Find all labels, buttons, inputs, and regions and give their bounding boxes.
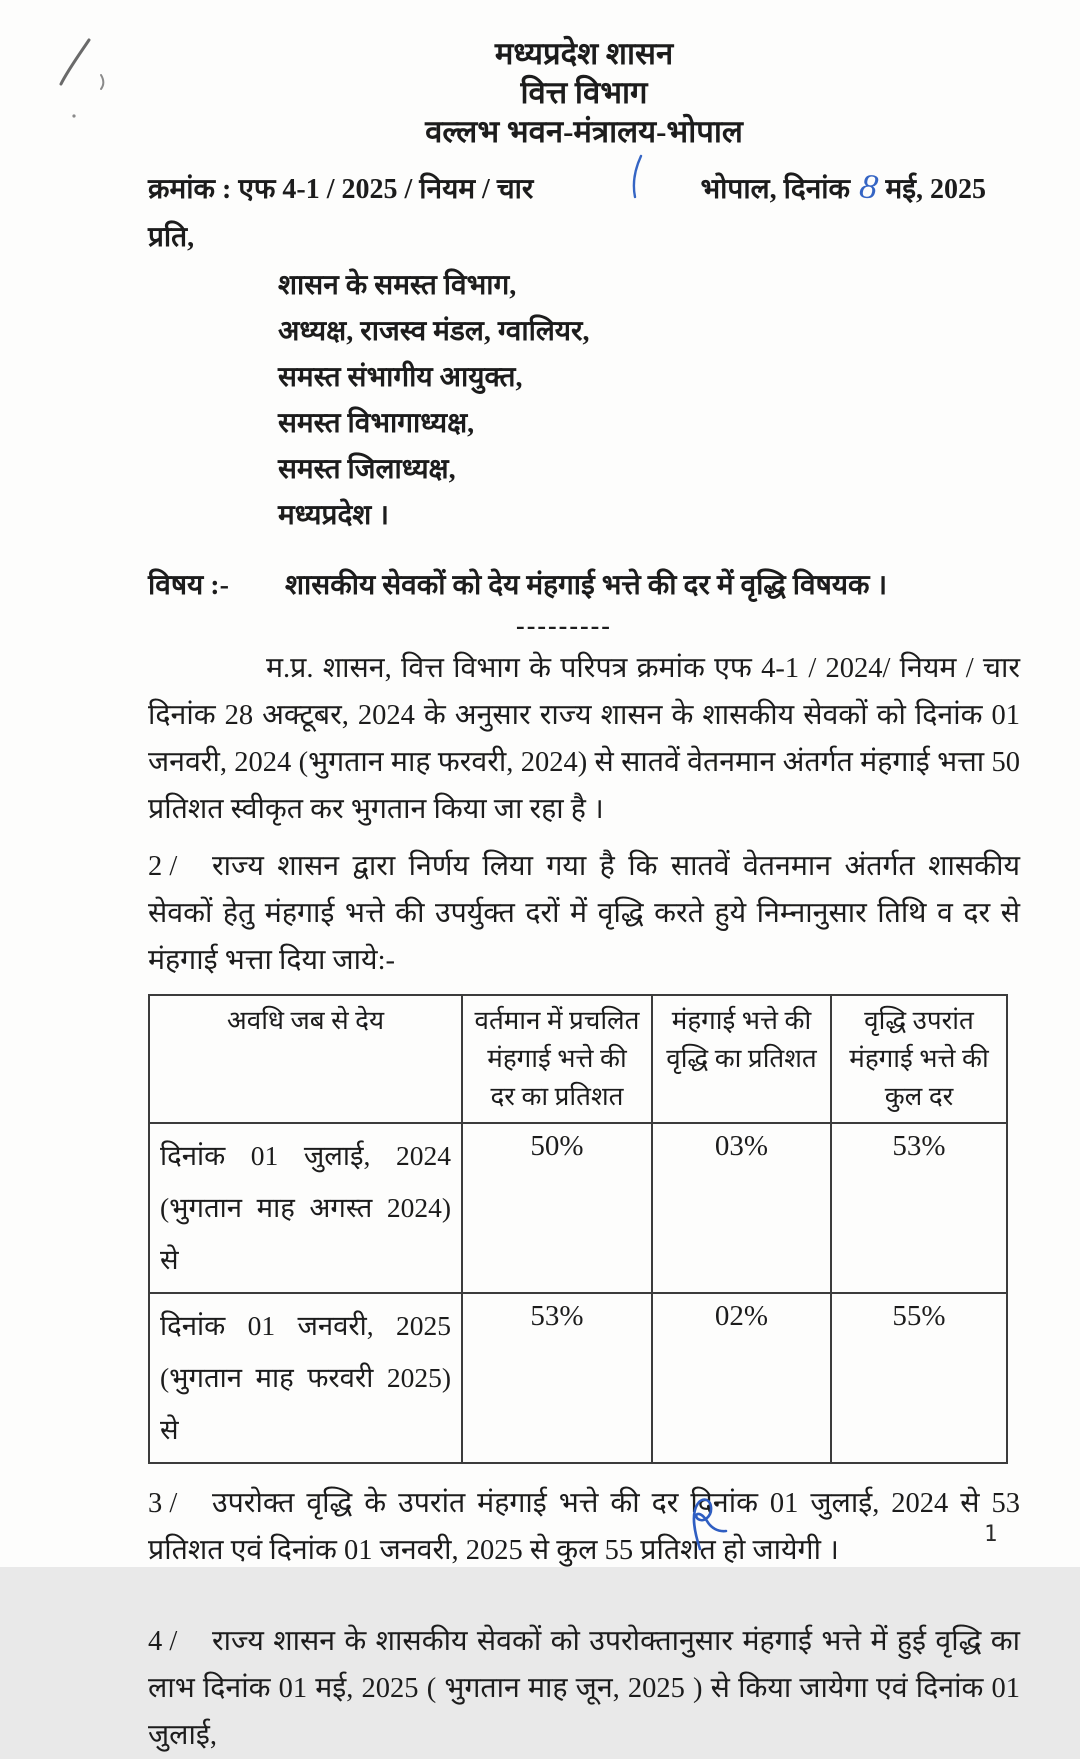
recipient-item: समस्त जिलाध्यक्ष, bbox=[278, 454, 456, 485]
cell-increase-percent: 02% bbox=[652, 1293, 831, 1463]
paragraph-4 bbox=[148, 1618, 1020, 1759]
date-suffix: मई, 2025 bbox=[885, 174, 986, 205]
paragraph-2-text: राज्य शासन द्वारा निर्णय लिया गया है कि सातवें वेतनमान अंतर्गत शासकीय सेवकों हेतु मंहगाई भत्ते की उपर्युक्त दरों में वृद्धि करते हुये निम्नानुसार तिथि व दर से मंहगाई भत्ता दिया जाये:- bbox=[148, 851, 1020, 976]
col-header-period: अवधि जब से देय bbox=[149, 995, 462, 1123]
letterhead-government: मध्यप्रदेश शासन bbox=[494, 36, 674, 71]
subject-divider: --------- bbox=[516, 611, 612, 640]
table-row bbox=[149, 1293, 1007, 1463]
subject-text: शासकीय सेवकों को देय मंहगाई भत्ते की दर में वृद्धि विषयक । bbox=[285, 570, 888, 601]
recipient-item: अध्यक्ष, राजस्व मंडल, ग्वालियर, bbox=[278, 316, 590, 347]
paragraph-4-number: 4 / bbox=[148, 1626, 178, 1657]
cell-total-rate: 55% bbox=[831, 1293, 1007, 1463]
col-header-current-rate: वर्तमान में प्रचलित मंहगाई भत्ते की दर का प्रतिशत bbox=[462, 995, 652, 1123]
paragraph-2 bbox=[148, 843, 1020, 984]
da-rates-table bbox=[148, 994, 1008, 1464]
cell-current-rate: 50% bbox=[462, 1123, 652, 1293]
salutation: प्रति, bbox=[148, 222, 195, 253]
document-content bbox=[148, 34, 1020, 1759]
page-number: 1 bbox=[984, 1522, 998, 1547]
paragraph-4-text: राज्य शासन के शासकीय सेवकों को उपरोक्तानुसार मंहगाई भत्ते में हुई वृद्धि का लाभ दिनांक 01 मई, 2025 ( भुगतान माह जून, 2025 ) से किया जायेगा एवं दिनांक 01 जुलाई, bbox=[148, 1626, 1020, 1751]
paragraph-2-number: 2 / bbox=[148, 851, 178, 882]
cell-increase-percent: 03% bbox=[652, 1123, 831, 1293]
letterhead-address: वल्लभ भवन-मंत्रालय-भोपाल bbox=[425, 114, 743, 149]
cell-current-rate: 53% bbox=[462, 1293, 652, 1463]
recipient-item: शासन के समस्त विभाग, bbox=[278, 270, 517, 301]
pen-slash-mark bbox=[61, 40, 89, 84]
paragraph-3-number: 3 / bbox=[148, 1488, 178, 1519]
place-date-prefix: भोपाल, दिनांक bbox=[700, 174, 850, 205]
letterhead-department: वित्त विभाग bbox=[520, 75, 648, 110]
recipient-item: समस्त विभागाध्यक्ष, bbox=[278, 408, 475, 439]
letterhead bbox=[148, 34, 1020, 151]
pen-dot-mark bbox=[72, 114, 75, 117]
col-header-increase-percent: मंहगाई भत्ते की वृद्धि का प्रतिशत bbox=[652, 995, 831, 1123]
pen-tick-mark bbox=[101, 75, 103, 89]
reference-line bbox=[148, 167, 1020, 207]
table-header-row bbox=[149, 995, 1007, 1123]
table-row bbox=[149, 1123, 1007, 1293]
col-header-total-rate: वृद्धि उपरांत मंहगाई भत्ते की कुल दर bbox=[831, 995, 1007, 1123]
cell-total-rate: 53% bbox=[831, 1123, 1007, 1293]
recipient-item: समस्त संभागीय आयुक्त, bbox=[278, 362, 523, 393]
reference-number: क्रमांक : एफ 4-1 / 2025 / नियम / चार bbox=[148, 174, 534, 205]
paragraph-3 bbox=[148, 1480, 1020, 1574]
recipient-list bbox=[278, 263, 1020, 539]
subject-label: विषय :- bbox=[148, 570, 229, 601]
subject-row bbox=[148, 565, 1020, 603]
paragraph-3-text: उपरोक्त वृद्धि के उपरांत मंहगाई भत्ते की दर दिनांक 01 जुलाई, 2024 से 53 प्रतिशत एवं दिनांक 01 जनवरी, 2025 से कुल 55 प्रतिशत हो जायेगी । bbox=[148, 1488, 1020, 1566]
paragraph-1: म.प्र. शासन, वित्त विभाग के परिपत्र क्रमांक एफ 4-1 / 2024/ नियम / चार दिनांक 28 अक्टूबर, 2024 के अनुसार राज्य शासन के शासकीय सेवकों को दिनांक 01 जनवरी, 2024 (भुगतान माह फरवरी, 2024) से सातवें वेतनमान अंतर्गत मंहगाई भत्ता 50 प्रतिशत स्वीकृत कर भुगतान किया जा रहा है । bbox=[148, 653, 1020, 825]
recipient-item: मध्यप्रदेश । bbox=[278, 500, 389, 531]
cell-period: दिनांक 01 जनवरी, 2025 (भुगतान माह फरवरी 2025) से bbox=[149, 1293, 462, 1463]
place-date bbox=[701, 167, 987, 207]
handwritten-day: 8 bbox=[857, 165, 881, 208]
cell-period: दिनांक 01 जुलाई, 2024 (भुगतान माह अगस्त 2024) से bbox=[149, 1123, 462, 1293]
